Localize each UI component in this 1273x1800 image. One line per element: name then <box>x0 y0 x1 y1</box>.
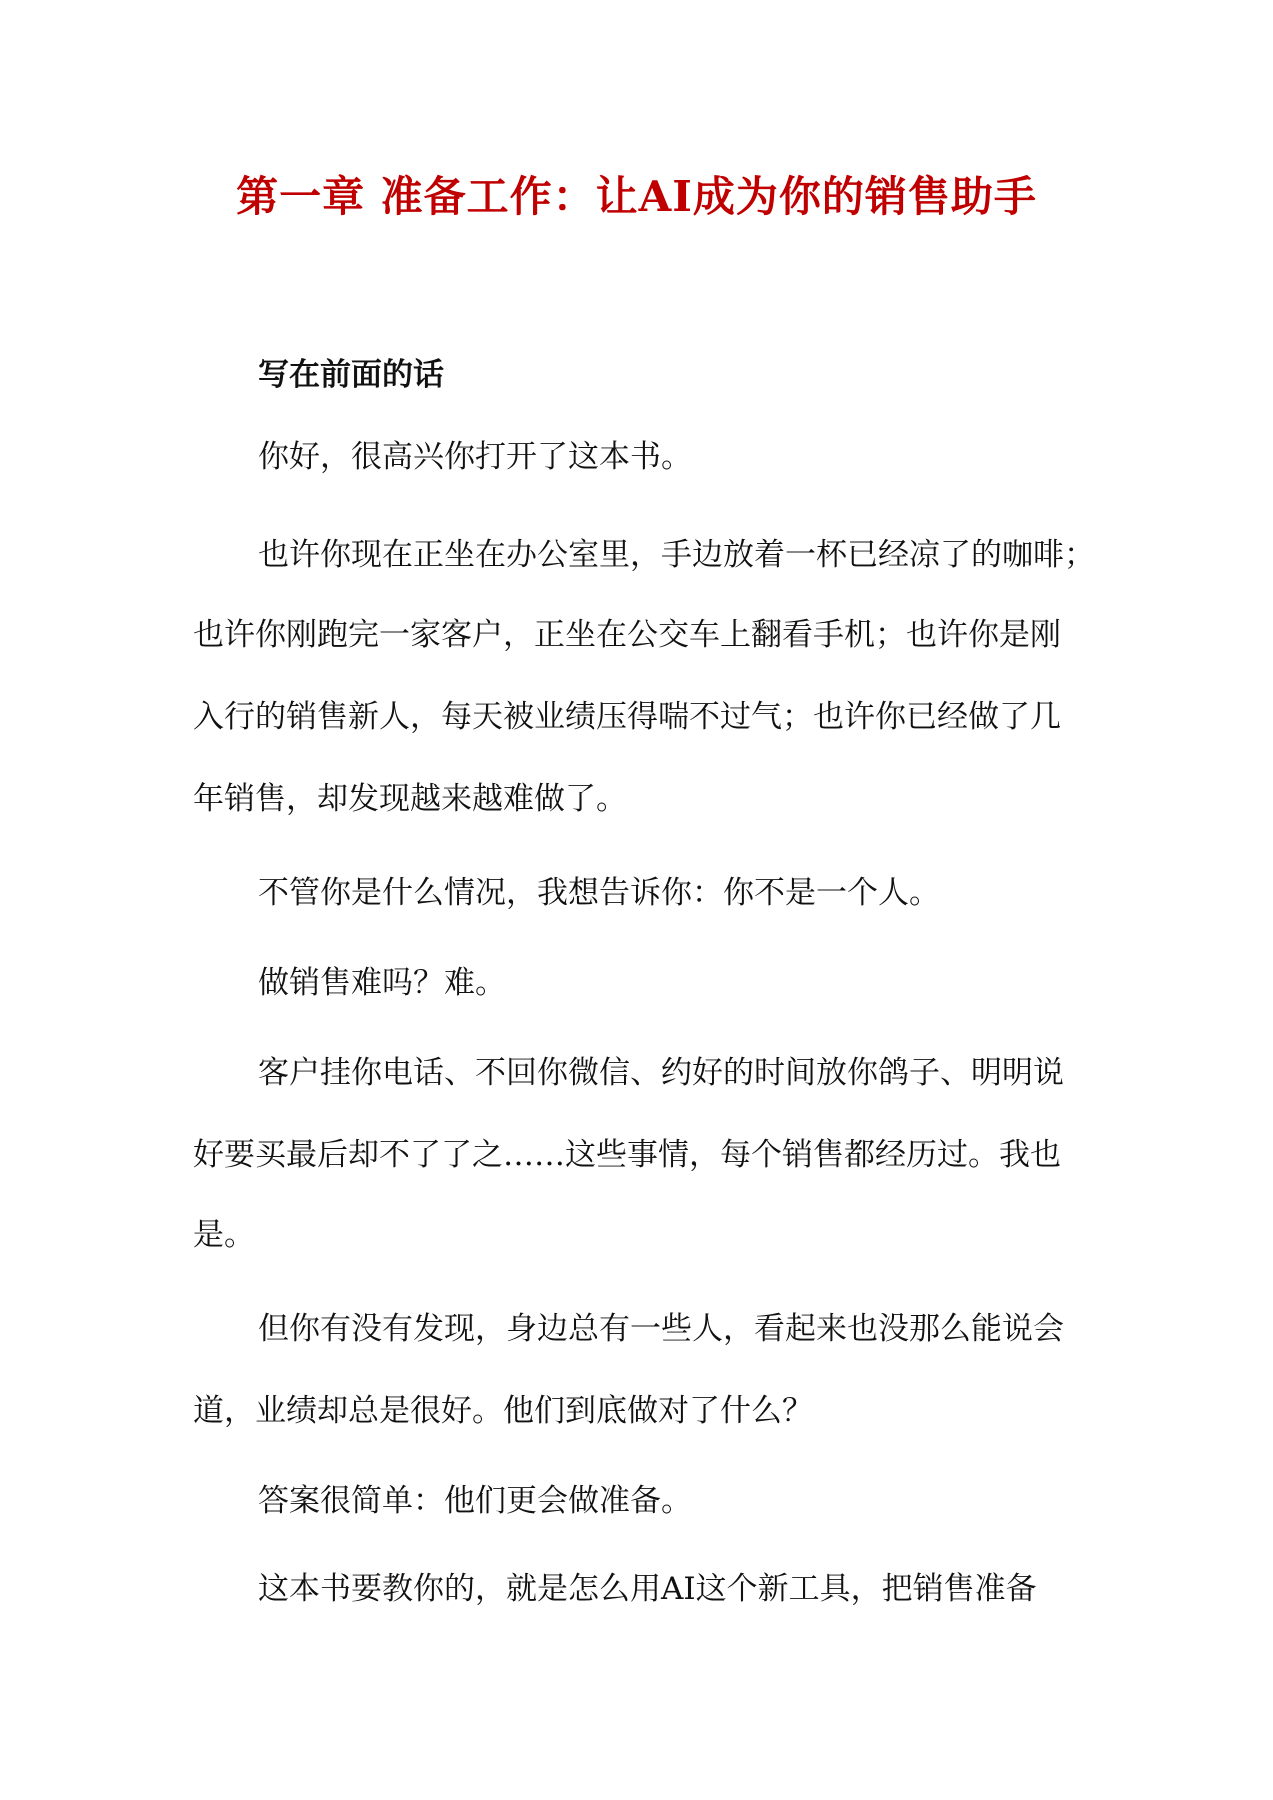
paragraph-line: 做销售难吗？难。 <box>258 965 506 1001</box>
paragraph-line: 也许你刚跑完一家客户，正坐在公交车上翻看手机；也许你是刚 <box>193 617 1061 653</box>
paragraph-line: 不管你是什么情况，我想告诉你：你不是一个人。 <box>258 875 940 911</box>
paragraph-line: 你好，很高兴你打开了这本书。 <box>258 439 692 475</box>
paragraph-line: 客户挂你电话、不回你微信、约好的时间放你鸽子、明明说 <box>258 1055 1064 1091</box>
paragraph-line: 但你有没有发现，身边总有一些人，看起来也没那么能说会 <box>258 1311 1064 1347</box>
paragraph-line: 道，业绩却总是很好。他们到底做对了什么？ <box>193 1393 813 1429</box>
paragraph-line: 答案很简单：他们更会做准备。 <box>258 1483 692 1519</box>
chapter-title: 第一章 准备工作：让AI成为你的销售助手 <box>236 172 1037 221</box>
paragraph-line: 也许你现在正坐在办公室里，手边放着一杯已经凉了的咖啡； <box>258 537 1095 573</box>
paragraph-line: 入行的销售新人，每天被业绩压得喘不过气；也许你已经做了几 <box>193 699 1061 735</box>
paragraph-line: 这本书要教你的，就是怎么用AI这个新工具，把销售准备 <box>258 1571 1037 1607</box>
paragraph-line: 年销售，却发现越来越难做了。 <box>193 781 627 817</box>
section-heading: 写在前面的话 <box>258 357 444 393</box>
paragraph-line: 是。 <box>193 1217 255 1253</box>
paragraph-line: 好要买最后却不了了之……这些事情，每个销售都经历过。我也 <box>193 1137 1061 1173</box>
